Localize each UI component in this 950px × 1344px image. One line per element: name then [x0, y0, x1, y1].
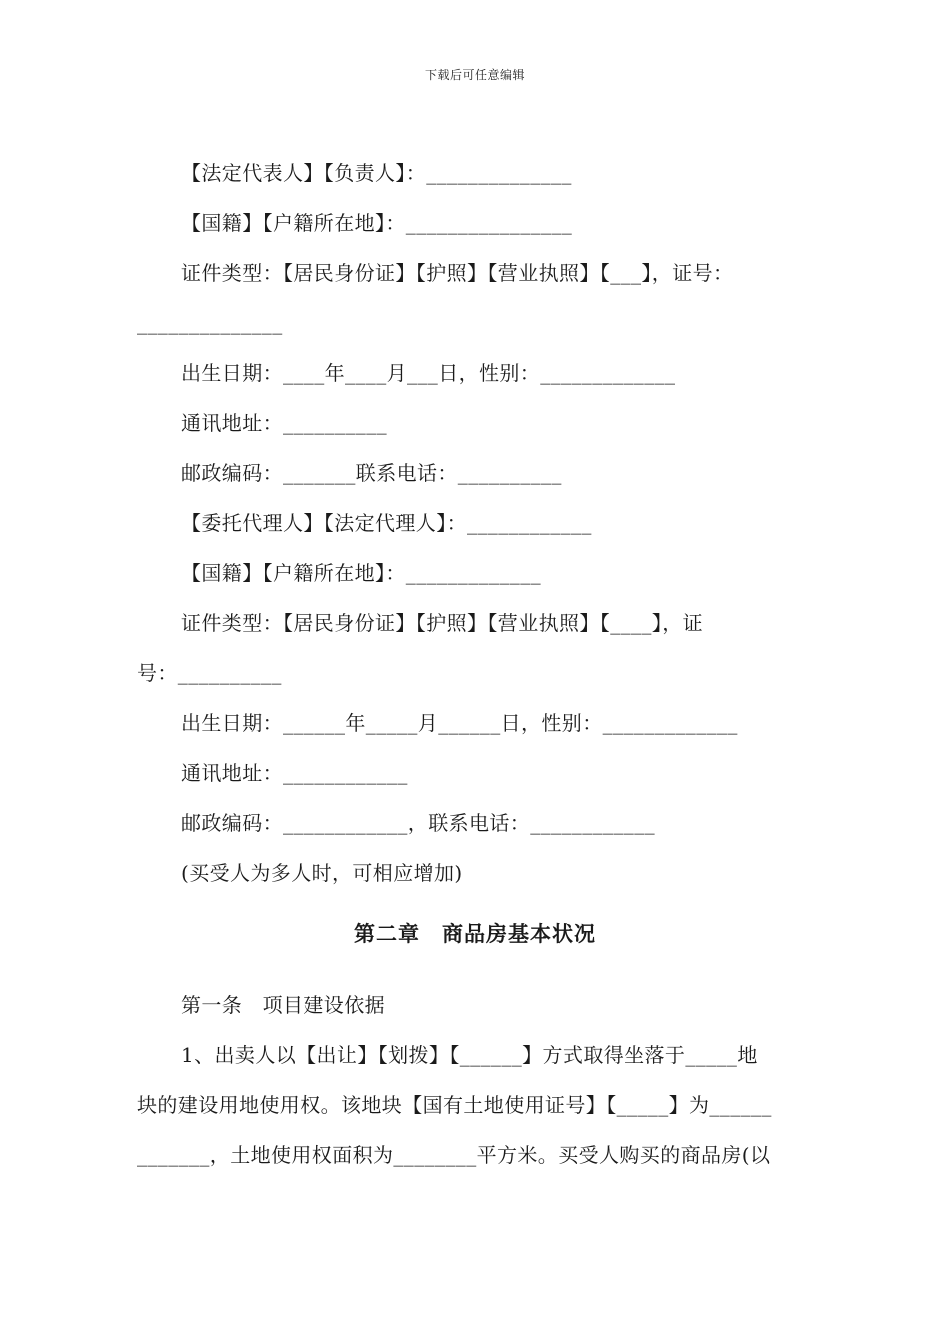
paragraph-line-2: 块的建设用地使用权。该地块【国有土地使用证号】【_____】为______ — [137, 1093, 772, 1117]
note-line: (买受人为多人时，可相应增加) — [181, 861, 463, 885]
agent-id-number-line: 号：__________ — [137, 661, 282, 685]
agent-postal-phone-line: 邮政编码：____________，联系电话：____________ — [181, 811, 655, 835]
postal-phone-line: 邮政编码：_______联系电话：__________ — [181, 461, 562, 485]
agent-nationality-line: 【国籍】【户籍所在地】：_____________ — [181, 561, 541, 585]
agent-address-line: 通讯地址：____________ — [181, 761, 408, 785]
page-header: 下载后可任意编辑 — [424, 68, 525, 82]
nationality-line: 【国籍】【户籍所在地】：________________ — [181, 211, 573, 235]
chapter-title: 第二章 商品房基本状况 — [354, 921, 596, 946]
paragraph-line-3: _______，土地使用权面积为________平方米。买受人购买的商品房(以 — [137, 1143, 771, 1167]
agent-birth-date-line: 出生日期：______年_____月______日，性别：_____________ — [181, 711, 738, 735]
address-line: 通讯地址：__________ — [181, 411, 387, 435]
legal-rep-line: 【法定代表人】【负责人】：______________ — [181, 161, 572, 185]
article-heading: 第一条 项目建设依据 — [181, 993, 385, 1017]
agent-line: 【委托代理人】【法定代理人】：____________ — [181, 511, 592, 535]
agent-id-type-line: 证件类型：【居民身份证】【护照】【营业执照】【____】，证 — [181, 611, 703, 635]
id-type-line: 证件类型：【居民身份证】【护照】【营业执照】【___】，证号： — [181, 261, 734, 285]
id-number-line: ______________ — [137, 311, 283, 335]
paragraph-line-1: 1、出卖人以【出让】【划拨】【______】方式取得坐落于_____地 — [181, 1043, 758, 1067]
birth-date-line: 出生日期：____年____月___日，性别：_____________ — [181, 361, 676, 385]
